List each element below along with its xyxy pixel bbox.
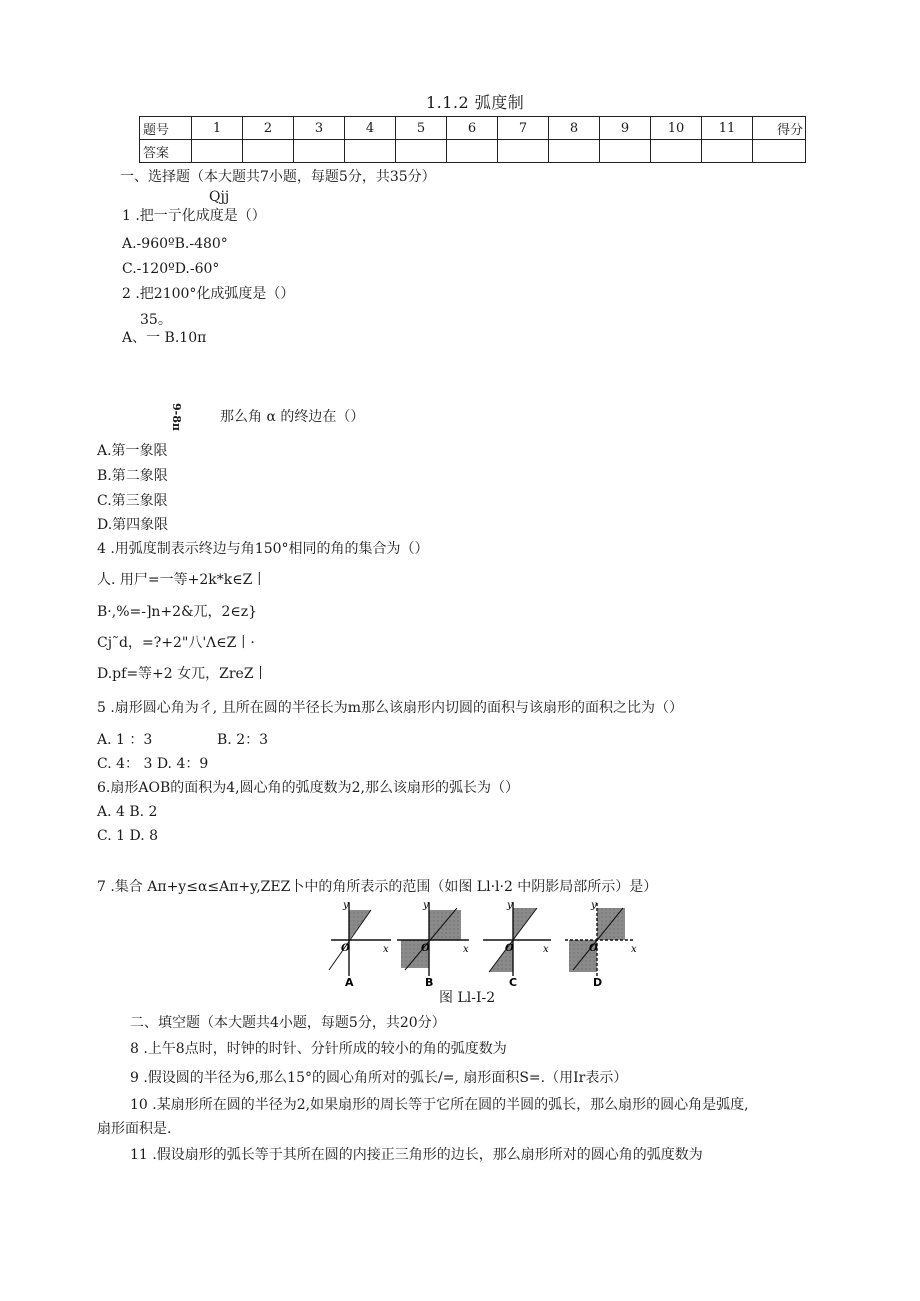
panel-label: B [425, 976, 434, 988]
question-9-stem: 9 .假设圆的半径为6,那么15°的圆心角所对的弧长/=, 扇形面积S=.（用Ir表示） [130, 1070, 628, 1086]
question-3-option-c: C.第三象限 [97, 493, 168, 509]
axis-x-label: x [383, 944, 389, 955]
question-4-option-d: D.pf=等+2 女兀，ZreZ丨 [97, 666, 268, 682]
question-2-options-ab: A、一 B.10π [122, 330, 207, 346]
axis-y-label: y [343, 900, 349, 911]
panel-label: D [593, 976, 603, 988]
table-cell-number: 6 [447, 117, 498, 140]
question-5-option-b: B. 2：3 [217, 732, 269, 748]
question-3-stem: 那么角 α 的终边在（） [220, 409, 365, 425]
table-cell-number: 8 [549, 117, 600, 140]
answer-table [139, 116, 806, 163]
origin-label: O [421, 943, 430, 954]
question-4-stem: 4 .用弧度制表示终边与角150°相同的角的集合为（） [97, 541, 429, 557]
answer-cell[interactable] [447, 140, 498, 163]
table-cell-number: 10 [651, 117, 702, 140]
section-heading-fill: 二、填空题（本大题共4小题，每题5分，共20分） [130, 1015, 446, 1031]
question-3-fraction-glyph: 9-8π [170, 403, 183, 431]
table-cell-number: 5 [396, 117, 447, 140]
figure-panel-a [329, 900, 391, 988]
answer-cell[interactable] [345, 140, 396, 163]
answer-cell[interactable] [600, 140, 651, 163]
table-cell-number: 4 [345, 117, 396, 140]
question-8-stem: 8 .上午8点时，时钟的时针、分针所成的较小的角的弧度数为 [130, 1041, 507, 1057]
section-heading-choice: 一、选择题（本大题共7小题，每题5分，共35分） [120, 169, 436, 185]
question-10-line2: 扇形面积是. [97, 1121, 172, 1137]
question-1-options-cd: C.-120ºD.-60° [122, 261, 220, 277]
question-2-stem: 2 .把2100°化成弧度是（） [122, 286, 295, 302]
question-7-stem: 7 .集合 Aπ+y≤α≤Aπ+y,ZEZ卜中的角所表示的范围（如图 Ll·l·2 中阴影局部所示）是） [97, 879, 658, 895]
figure-panel-c [483, 900, 551, 988]
table-score-label: 得分 [753, 117, 806, 140]
answer-cell[interactable] [651, 140, 702, 163]
axis-y-label: y [423, 900, 429, 911]
answer-cell[interactable] [549, 140, 600, 163]
question-7-figure [325, 896, 645, 988]
answer-cell[interactable] [192, 140, 243, 163]
page-title: 1.1.2 弧度制 [426, 93, 525, 112]
question-10-line1: 10 .某扇形所在圆的半径为2,如果扇形的周长等于它所在圆的半圆的弧长，那么扇形的圆心角是弧度, [130, 1097, 749, 1113]
score-cell[interactable] [753, 140, 806, 163]
answer-cell[interactable] [396, 140, 447, 163]
axis-x-label: x [463, 944, 469, 955]
axis-y-label: y [591, 900, 597, 911]
question-3-option-d: D.第四象限 [97, 517, 169, 533]
answer-cell[interactable] [294, 140, 345, 163]
table-cell-number: 1 [192, 117, 243, 140]
table-cell-number: 2 [243, 117, 294, 140]
question-5-stem: 5 .扇形圆心角为彳, 且所在圆的半径长为m那么该扇形内切圆的面积与该扇形的面积之比为（） [97, 700, 683, 716]
panel-label: C [509, 976, 518, 988]
question-2-fraction: 35。 [140, 312, 172, 328]
figure-panel-d [565, 900, 637, 988]
question-5-option-a: A. 1 ：3 [97, 732, 153, 748]
axis-y-label: y [507, 900, 513, 911]
answer-cell[interactable] [243, 140, 294, 163]
figure-panel-b [397, 900, 469, 988]
answer-cell[interactable] [702, 140, 753, 163]
question-6-options-cd: C. 1 D. 8 [97, 828, 159, 844]
question-1-options-ab: A.-960ºB.-480° [122, 236, 228, 252]
answer-cell[interactable] [498, 140, 549, 163]
question-11-stem: 11 .假设扇形的弧长等于其所在圆的内接正三角形的边长，那么扇形所对的圆心角的弧度数为 [130, 1147, 703, 1163]
question-5-options-cd: C. 4： 3 D. 4：9 [97, 756, 209, 772]
table-row-numbers [140, 117, 806, 140]
question-6-options-ab: A. 4 B. 2 [97, 804, 158, 820]
table-header-label: 题号 [140, 117, 192, 140]
question-4-option-b: B·,%=-]n+2&兀，2∈z} [97, 604, 258, 620]
axis-x-label: x [631, 944, 637, 955]
table-cell-number: 11 [702, 117, 753, 140]
question-3-option-a: A.第一象限 [97, 443, 168, 459]
question-1-stem: 1 .把一亍化成度是（） [122, 208, 266, 224]
panel-label: A [345, 976, 354, 988]
table-cell-number: 9 [600, 117, 651, 140]
question-3-option-b: B.第二象限 [97, 468, 168, 484]
question-4-option-c: Cj˜d，=?+2"八'Λ∈Z丨· [97, 635, 255, 651]
table-row-answers [140, 140, 806, 163]
table-cell-number: 3 [294, 117, 345, 140]
origin-label: O [589, 943, 598, 954]
table-answer-label: 答案 [140, 140, 192, 163]
origin-label: O [505, 943, 514, 954]
question-6-stem: 6.扇形AOB的面积为4,圆心角的弧度数为2,那么该扇形的弧长为（） [97, 780, 519, 796]
question-4-option-a: 人. 用尸=一等+2k*k∈Z丨 [97, 572, 267, 588]
table-cell-number: 7 [498, 117, 549, 140]
origin-label: O [341, 943, 350, 954]
figure-caption: 图 Ll-I-2 [439, 990, 496, 1006]
axis-x-label: x [543, 944, 549, 955]
ocr-fragment: Qjj [209, 189, 230, 205]
